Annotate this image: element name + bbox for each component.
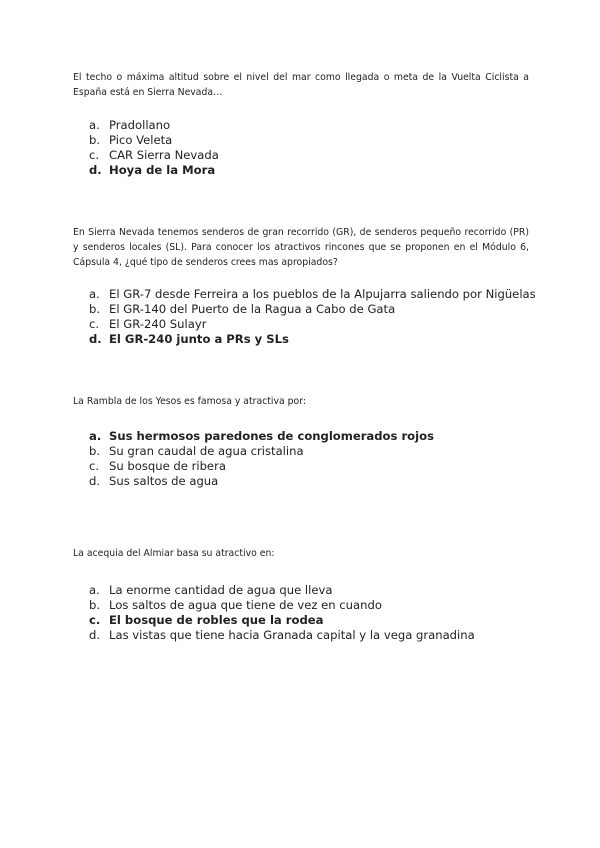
- option-letter: b.: [89, 302, 101, 316]
- option-3d[interactable]: [89, 474, 559, 489]
- option-3c[interactable]: [89, 459, 559, 474]
- option-4b[interactable]: [89, 598, 559, 613]
- option-letter: a.: [89, 118, 100, 132]
- option-1d-correct[interactable]: [89, 163, 559, 178]
- option-letter: c.: [89, 317, 100, 331]
- option-letter: d.: [89, 163, 102, 177]
- option-text: La enorme cantidad de agua que lleva: [109, 583, 333, 597]
- question-2-options: [89, 287, 559, 347]
- option-text: Sus hermosos paredones de conglomerados rojos: [109, 429, 434, 443]
- question-4-text: La acequia del Almiar basa su atractivo en:: [73, 548, 275, 559]
- option-3b[interactable]: [89, 444, 559, 459]
- option-text: El bosque de robles que la rodea: [109, 613, 324, 627]
- question-3: [73, 394, 529, 409]
- option-text: Su gran caudal de agua cristalina: [109, 444, 304, 458]
- option-letter: c.: [89, 459, 100, 473]
- option-2d-correct[interactable]: [89, 332, 559, 347]
- option-text: CAR Sierra Nevada: [109, 148, 219, 162]
- option-letter: c.: [89, 613, 101, 627]
- option-text: Su bosque de ribera: [109, 459, 226, 473]
- option-1c[interactable]: [89, 148, 559, 163]
- question-4-options: [89, 583, 559, 643]
- option-4d[interactable]: [89, 628, 559, 643]
- option-letter: a.: [89, 583, 100, 597]
- option-text: El GR-7 desde Ferreira a los pueblos de la Alpujarra saliendo por Nigüelas: [109, 287, 536, 301]
- option-letter: a.: [89, 429, 102, 443]
- question-1-options: [89, 118, 559, 178]
- question-3-options: [89, 429, 559, 489]
- question-3-text: La Rambla de los Yesos es famosa y atractiva por:: [73, 396, 307, 407]
- option-text: Hoya de la Mora: [109, 163, 216, 177]
- option-letter: a.: [89, 287, 100, 301]
- option-3a-correct[interactable]: [89, 429, 559, 444]
- option-text: El GR-240 junto a PRs y SLs: [109, 332, 289, 346]
- option-letter: b.: [89, 598, 101, 612]
- option-4a[interactable]: [89, 583, 559, 598]
- option-text: Las vistas que tiene hacia Granada capital y la vega granadina: [109, 628, 475, 642]
- option-1b[interactable]: [89, 133, 559, 148]
- question-2: [73, 225, 529, 270]
- option-2a[interactable]: [89, 287, 559, 302]
- option-text: Sus saltos de agua: [109, 474, 219, 488]
- option-text: El GR-240 Sulayr: [109, 317, 207, 331]
- question-1: [73, 70, 529, 100]
- option-letter: d.: [89, 332, 102, 346]
- option-letter: d.: [89, 474, 101, 488]
- question-4: [73, 546, 529, 561]
- question-2-text: En Sierra Nevada tenemos senderos de gran recorrido (GR), de senderos pequeño recorrido (PR) y senderos locales (SL). Para conocer los atractivos rincones que se proponen en el Módulo 6, Cápsula 4, ¿qué tipo de senderos crees mas apropiados?: [73, 227, 529, 268]
- option-4c-correct[interactable]: [89, 613, 559, 628]
- option-letter: b.: [89, 133, 101, 147]
- option-letter: b.: [89, 444, 101, 458]
- option-1a[interactable]: [89, 118, 559, 133]
- option-text: Pico Veleta: [109, 133, 173, 147]
- option-text: Pradollano: [109, 118, 171, 132]
- option-text: Los saltos de agua que tiene de vez en cuando: [109, 598, 382, 612]
- question-1-text: El techo o máxima altitud sobre el nivel del mar como llegada o meta de la Vuelta Ciclista a España está en Sierra Nevada…: [73, 72, 529, 98]
- option-2b[interactable]: [89, 302, 559, 317]
- option-letter: d.: [89, 628, 101, 642]
- option-text: El GR-140 del Puerto de la Ragua a Cabo de Gata: [109, 302, 396, 316]
- option-2c[interactable]: [89, 317, 559, 332]
- option-letter: c.: [89, 148, 100, 162]
